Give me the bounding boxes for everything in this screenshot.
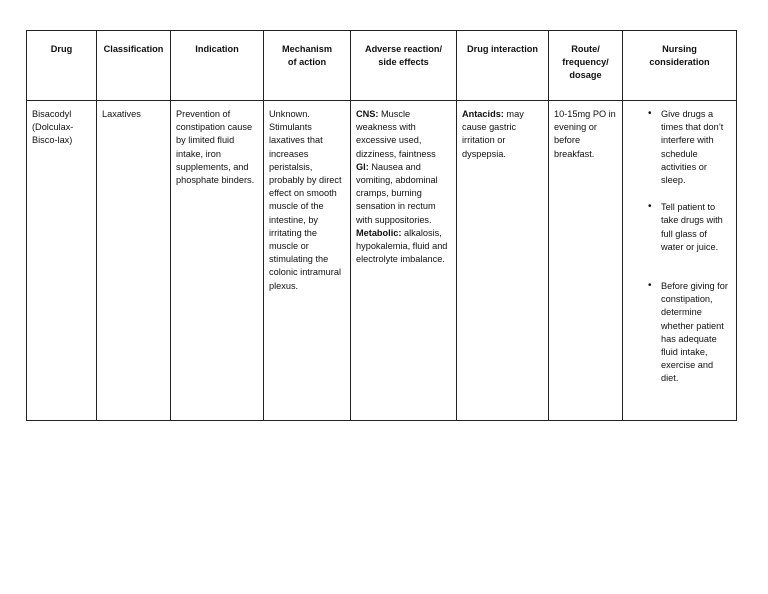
list-item: • Before giving for constipation, determine whether patient has adequate fluid intake, exercise and diet. — [648, 280, 728, 384]
list-item: • Tell patient to take drugs with full glass of water or juice. — [648, 201, 723, 252]
adverse-metabolic: Metabolic: alkalosis, hypokalemia, fluid and electrolyte imbalance. — [356, 227, 448, 265]
table-header-row — [27, 31, 737, 101]
list-item: • Give drugs a times that don’t interfere with schedule activities or sleep. — [648, 108, 724, 186]
cell-mechanism: Unknown. Stimulants laxatives that increases peristalsis, probably by direct effect on smooth muscle of the intestine, by irritating the muscle or stimulating the colonic intramural plexus. — [264, 101, 351, 421]
header-interaction: Drug interaction — [457, 31, 549, 101]
nursing-list — [628, 108, 731, 386]
header-nursing: Nursing consideration — [623, 31, 737, 101]
cell-drug — [27, 101, 97, 421]
drug-name: Bisacodyl (Dolculax-Bisco-lax) — [32, 109, 74, 146]
cell-route: 10-15mg PO in evening or before breakfast. — [549, 101, 623, 421]
header-route: Route/ frequency/ dosage — [549, 31, 623, 101]
cell-classification: Laxatives — [97, 101, 171, 421]
adverse-cns: CNS: Muscle weakness with excessive used, dizziness, faintness — [356, 109, 436, 159]
cell-adverse — [351, 101, 457, 421]
bullet-icon: • — [648, 108, 652, 119]
header-classification: Classification — [97, 31, 171, 101]
header-adverse: Adverse reaction/ side effects — [351, 31, 457, 101]
table-row — [27, 101, 737, 421]
cell-interaction: Antacids: may cause gastric irritation or dyspepsia. — [457, 101, 549, 421]
bullet-icon: • — [648, 201, 652, 213]
drug-card-table — [26, 30, 737, 421]
adverse-gi: GI: Nausea and vomiting, abdominal cramps, burning sensation in rectum with suppositories. — [356, 161, 438, 225]
header-drug: Drug — [27, 31, 97, 101]
cell-nursing — [623, 101, 737, 421]
header-indication: Indication — [171, 31, 264, 101]
header-mechanism: Mechanism of action — [264, 31, 351, 101]
cell-indication: Prevention of constipation cause by limited fluid intake, iron supplements, and phosphate binders. — [171, 101, 264, 421]
bullet-icon: • — [648, 280, 652, 292]
